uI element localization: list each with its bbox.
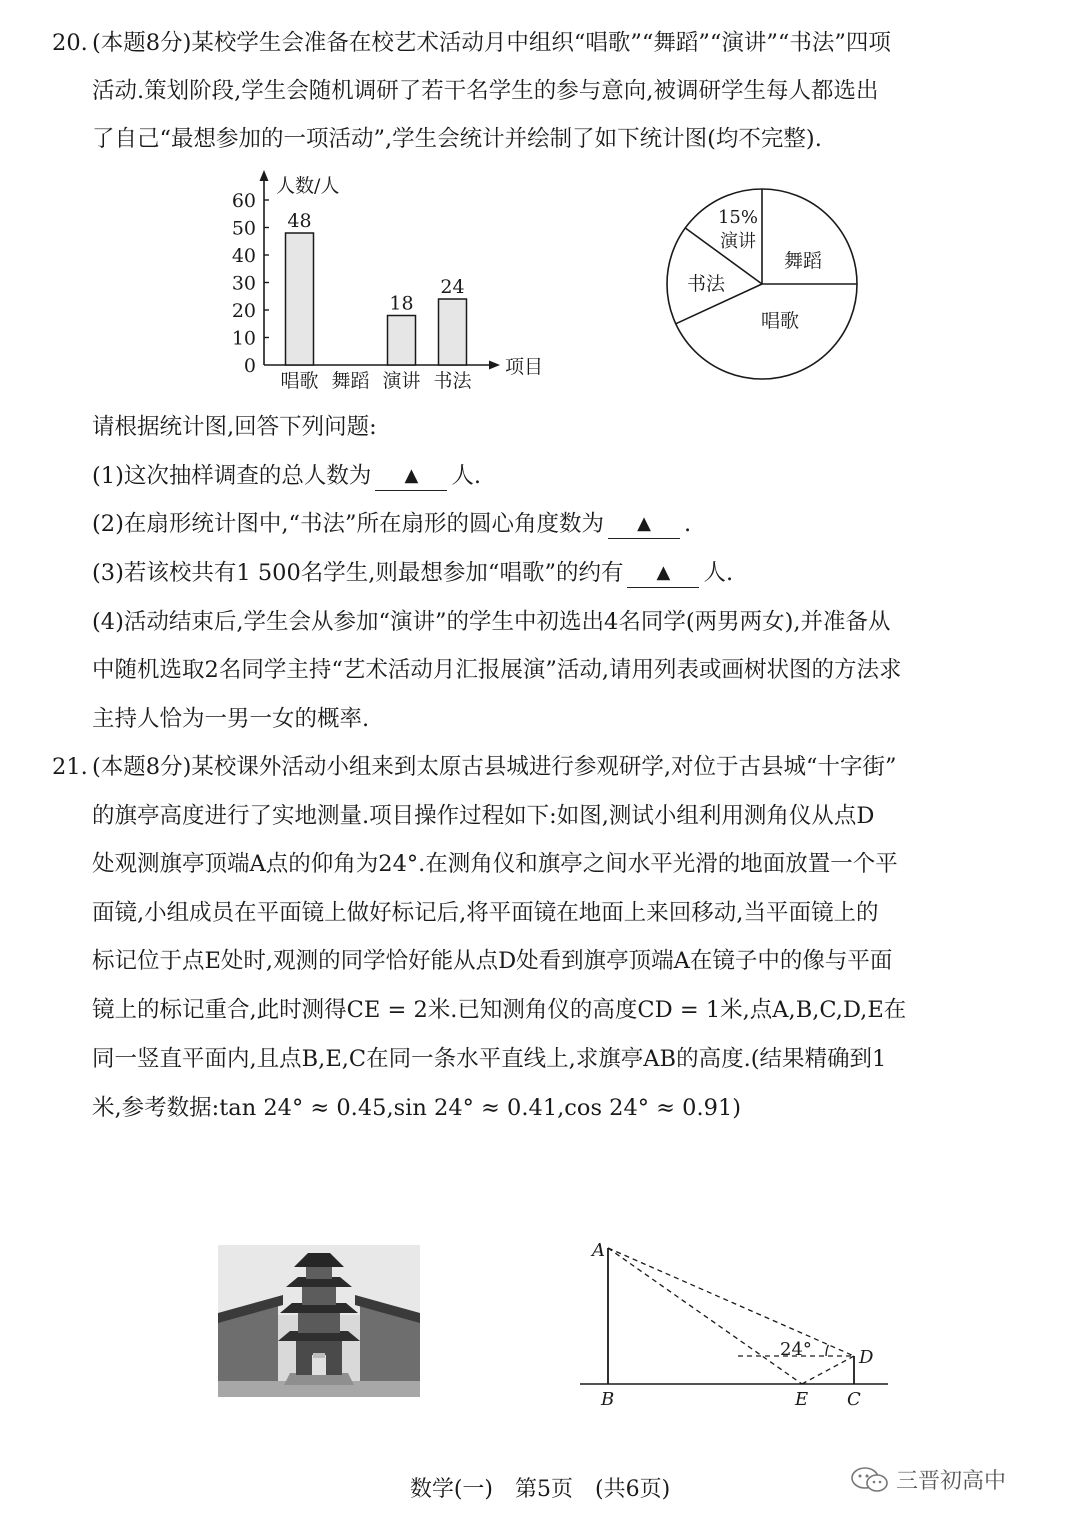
- triangle-mark-icon: ▲: [656, 562, 671, 583]
- bar-value-label: 24: [440, 276, 465, 298]
- pavilion-photo: [218, 1245, 420, 1397]
- bar-ytick-label: 10: [231, 327, 256, 350]
- triangle-mark-icon: ▲: [404, 465, 419, 486]
- q20-line-1: (本题8分)某校学生会准备在校艺术活动月中组织“唱歌”“舞蹈”“演讲”“书法”四项: [92, 30, 891, 56]
- sight-line-ad: [608, 1248, 854, 1356]
- q20-sub2: [92, 509, 691, 539]
- bar-ytick-label: 0: [243, 355, 256, 377]
- q20-sub2-tail: .: [684, 511, 692, 537]
- sight-line-ae: [608, 1248, 802, 1384]
- geometry-figure: [570, 1232, 900, 1412]
- pie-label-sing: 唱歌: [760, 310, 800, 332]
- bar-3: [388, 316, 416, 366]
- q20-sub4-line-2: 中随机选取2名同学主持“艺术活动月汇报展演”活动,请用列表或画树状图的方法求: [92, 657, 902, 683]
- q21-line-3: 处观测旗亭顶端A点的仰角为24°.在测角仪和旗亭之间水平光滑的地面放置一个平: [92, 851, 898, 877]
- bar-ytick-label: 30: [231, 272, 256, 295]
- chat-bubble-icon: [850, 1465, 890, 1495]
- page-footer: 数学(一) 第5页 (共6页): [409, 1477, 671, 1502]
- q21-line-2: 的旗亭高度进行了实地测量.项目操作过程如下:如图,测试小组利用测角仪从点D: [92, 803, 875, 829]
- watermark-text: 三晋初高中: [896, 1469, 1007, 1494]
- q20-line-3: 了自己“最想参加的一项活动”,学生会统计并绘制了如下统计图(均不完整).: [92, 126, 822, 152]
- q21-number: 21.: [52, 754, 88, 780]
- bar-ylabel: 人数/人: [276, 175, 340, 197]
- pie-chart: [660, 180, 870, 390]
- bar-category-label: 演讲: [382, 370, 421, 392]
- bar-ytick-label: 50: [231, 217, 256, 240]
- bar-xlabel: 项目: [505, 356, 544, 378]
- sight-line-ed: [802, 1356, 854, 1384]
- q20-sub1: [92, 461, 481, 491]
- q20-sub3-text: (3)若该校共有1 500名学生,则最想参加“唱歌”的约有: [92, 560, 624, 586]
- q20-sub1-text: (1)这次抽样调查的总人数为: [92, 463, 372, 489]
- bar-category-label: 舞蹈: [331, 370, 370, 392]
- q21-line-7: 同一竖直平面内,且点B,E,C在同一条水平直线上,求旗亭AB的高度.(结果精确到1: [92, 1046, 887, 1072]
- bar-ytick-label: 60: [231, 190, 256, 212]
- bar-value-label: 18: [389, 292, 414, 315]
- point-d-label: D: [859, 1347, 874, 1368]
- q20-sub2-text: (2)在扇形统计图中,“书法”所在扇形的圆心角度数为: [92, 511, 605, 537]
- answer-blank-3[interactable]: [627, 561, 699, 588]
- q21-line-1: (本题8分)某校课外活动小组来到太原古县城进行参观研学,对位于古县城“十字街”: [92, 754, 897, 780]
- point-a-label: A: [592, 1240, 605, 1261]
- bar-category-label: 唱歌: [280, 370, 319, 392]
- q20-sub3: [92, 558, 733, 588]
- triangle-mark-icon: ▲: [637, 513, 651, 534]
- q20-sub1-tail: 人.: [451, 463, 482, 489]
- q21-line-6: 镜上的标记重合,此时测得CE = 2米.已知测角仪的高度CD = 1米,点A,B,C,D,E在: [92, 997, 907, 1023]
- q20-sub4-line-3: 主持人恰为一男一女的概率.: [92, 706, 370, 732]
- bar-chart: [222, 168, 562, 393]
- q21-line-5: 标记位于点E处时,观测的同学恰好能从点D处看到旗亭顶端A在镜子中的像与平面: [92, 948, 893, 974]
- angle-label: 24°: [780, 1339, 812, 1360]
- answer-blank-2[interactable]: [608, 512, 680, 539]
- q20-number: 20.: [52, 30, 88, 56]
- q20-sub4-line-1: (4)活动结束后,学生会从参加“演讲”的学生中初选出4名同学(两男两女),并准备从: [92, 609, 891, 635]
- bar-4: [439, 299, 467, 365]
- pie-label-calligraphy: 书法: [686, 273, 726, 295]
- q21-line-4: 面镜,小组成员在平面镜上做好标记后,将平面镜在地面上来回移动,当平面镜上的: [92, 900, 879, 926]
- q20-prompt: 请根据统计图,回答下列问题:: [92, 414, 377, 440]
- pie-label-speech-percent: 15%: [717, 207, 759, 228]
- point-c-label: C: [847, 1389, 861, 1410]
- q20-sub3-tail: 人.: [703, 560, 734, 586]
- bar-category-label: 书法: [433, 370, 472, 392]
- bar-1: [286, 233, 314, 365]
- q20-line-2: 活动.策划阶段,学生会随机调研了若干名学生的参与意向,被调研学生每人都选出: [92, 78, 879, 104]
- pie-label-dance: 舞蹈: [783, 250, 823, 272]
- bar-value-label: 48: [287, 210, 312, 232]
- bar-ytick-label: 20: [231, 300, 256, 322]
- point-b-label: B: [601, 1389, 615, 1410]
- answer-blank-1[interactable]: [375, 464, 447, 491]
- watermark: [850, 1464, 1006, 1495]
- bar-ytick-label: 40: [231, 245, 256, 267]
- angle-arc: [826, 1345, 828, 1356]
- pie-label-speech: 演讲: [720, 231, 756, 252]
- point-e-label: E: [795, 1389, 809, 1410]
- q21-line-8: 米,参考数据:tan 24° ≈ 0.45,sin 24° ≈ 0.41,cos 24° ≈ 0.91): [92, 1095, 742, 1121]
